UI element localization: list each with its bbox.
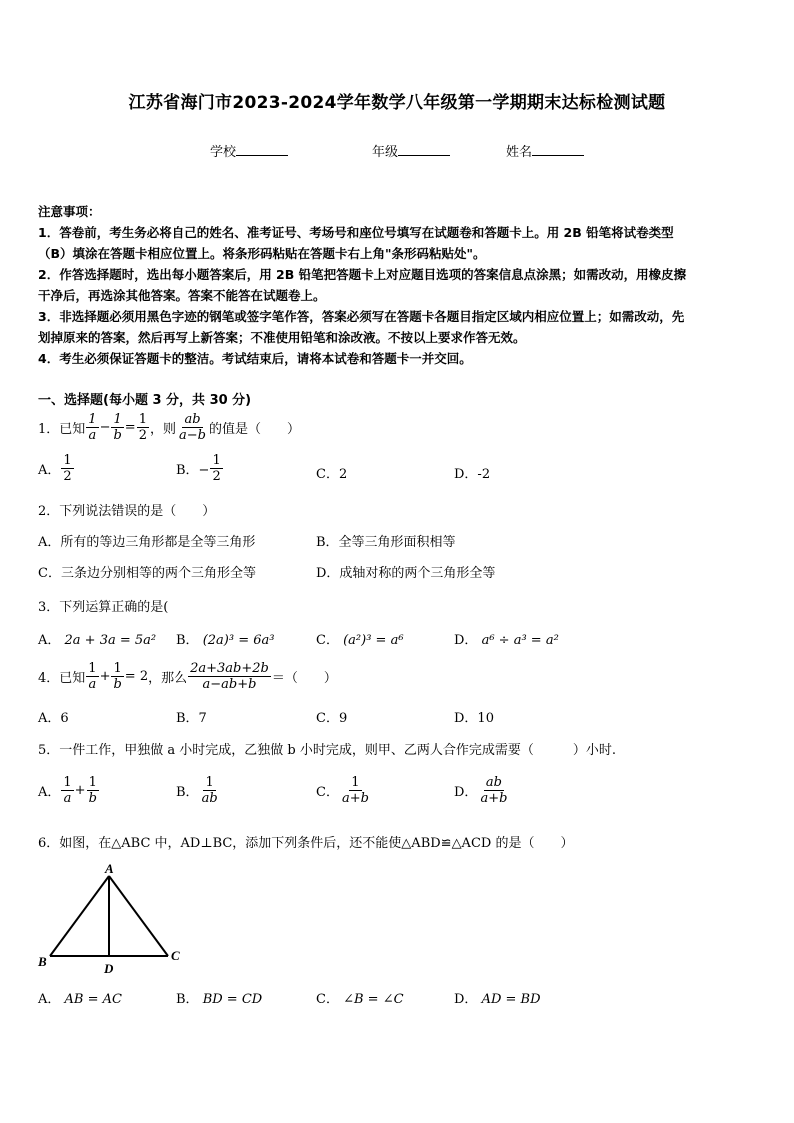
q5-option-d[interactable] [454, 775, 510, 806]
q2-option-b[interactable]: B．全等三角形面积相等 [316, 535, 456, 550]
label-a: A [105, 861, 114, 876]
q3-option-c[interactable] [316, 629, 404, 648]
q5-option-c[interactable] [316, 775, 372, 806]
option-label: C． [316, 633, 339, 648]
option-label: C． [316, 785, 339, 800]
school-field [210, 141, 288, 160]
q1-option-d[interactable]: D．-2 [454, 467, 491, 482]
fraction: $\frac{1}{a+b}$ [341, 775, 369, 806]
fraction: $\frac{1}{a}$ [88, 661, 97, 692]
option-label: B． [176, 633, 199, 648]
option-label: B． [176, 785, 199, 800]
label-b: B [38, 954, 47, 969]
name-field [506, 141, 584, 160]
fraction: $\frac{ab}{a-b}$ [179, 412, 206, 443]
name-blank [532, 143, 584, 156]
option-label: A． [38, 463, 61, 478]
math-expression: 2a + 3a = 5a² [64, 633, 157, 648]
q2-option-d[interactable]: D．成轴对称的两个三角形全等 [316, 566, 496, 581]
option-label: B． [176, 992, 199, 1007]
label-c: C [171, 948, 180, 963]
math-expression: BD = CD [202, 992, 263, 1007]
school-blank [236, 143, 288, 156]
q3-option-a[interactable] [38, 629, 156, 648]
fraction: $\frac{1}{b}$ [88, 775, 97, 806]
notice-heading: 注意事项： [38, 204, 101, 219]
question-3: 3．下列运算正确的是( [38, 600, 169, 615]
q6-option-a[interactable] [38, 988, 122, 1007]
q6-option-b[interactable] [176, 988, 262, 1007]
q4-mid: ，那么 [148, 671, 188, 686]
math-expression: (a²)³ = a⁶ [343, 633, 404, 648]
fraction: $\frac{1}{a}$ [88, 412, 97, 443]
q5-option-b[interactable] [176, 775, 221, 806]
notice-line: （B）填涂在答题卡相应位置上。将条形码粘贴在答题卡右上角"条形码粘贴处"。 [38, 246, 486, 261]
q3-option-b[interactable] [176, 629, 274, 648]
fraction: $\frac{1}{ab}$ [201, 775, 218, 806]
fraction: $\frac{1}{2}$ [138, 412, 147, 443]
school-label: 学校 [210, 145, 237, 160]
name-label: 姓名 [506, 145, 533, 160]
question-2: 2．下列说法错误的是（ ） [38, 504, 216, 519]
side-ab [50, 876, 109, 956]
q6-option-d[interactable] [454, 988, 541, 1007]
notice-line: 1．答卷前，考生务必将自己的姓名、准考证号、考场号和座位号填写在试题卷和答题卡上。用 2B 铅笔将试卷类型 [38, 225, 674, 240]
option-label: A． [38, 633, 61, 648]
q4-pre: 4．已知 [38, 671, 86, 686]
question-6: 6．如图，在△ABC 中，AD⊥BC，添加下列条件后，还不能使△ABD≌△ACD 的是（ ） [38, 836, 574, 851]
math-expression: a⁶ ÷ a³ = a² [481, 633, 559, 648]
q1-mid: ，则 [149, 422, 176, 437]
side-ac [109, 876, 168, 956]
option-label: D． [454, 633, 478, 648]
notice-line: 2．作答选择题时，选出每小题答案后，用 2B 铅笔把答题卡上对应题目选项的答案信息点涂黑；如需改动，用橡皮擦 [38, 267, 687, 282]
q3-option-d[interactable] [454, 629, 559, 648]
option-label: D． [454, 992, 478, 1007]
fraction: $\frac{1}{b}$ [113, 412, 122, 443]
q2-option-a[interactable]: A．所有的等边三角形都是全等三角形 [38, 535, 256, 550]
q1-pre: 1．已知 [38, 422, 86, 437]
q5-option-a[interactable]: A． $\frac{1}{a}$ + $\frac{1}{b}$ [38, 775, 97, 806]
fraction: $\frac{ab}{a+b}$ [480, 775, 508, 806]
option-label: D． [454, 785, 478, 800]
notice-line: 划掉原来的答案，然后再写上新答案；不准使用铅笔和涂改液。不按以上要求作答无效。 [38, 330, 526, 345]
question-5: 5．一件工作，甲独做 a 小时完成，乙独做 b 小时完成，则甲、乙两人合作完成需要（ ）小时. [38, 743, 617, 758]
math-expression: ∠B = ∠C [343, 992, 404, 1007]
q4-post: ＝（ ） [271, 671, 337, 686]
q1-option-c[interactable]: C．2 [316, 467, 348, 482]
fraction: $\frac{1}{b}$ [113, 661, 122, 692]
grade-label: 年级 [372, 145, 399, 160]
option-label: B．− [176, 463, 210, 478]
notice-line: 干净后，再选涂其他答案。答案不能答在试题卷上。 [38, 288, 326, 303]
q4-option-b[interactable]: B．7 [176, 711, 207, 726]
grade-field [372, 141, 450, 160]
fraction: $\frac{2a+3ab+2b}{a-ab+b}$ [190, 661, 269, 692]
page-title: 江苏省海门市2023-2024学年数学八年级第一学期期末达标检测试题 [128, 93, 666, 113]
q4-option-c[interactable]: C．9 [316, 711, 348, 726]
notice-line: 4．考生必须保证答题卡的整洁。考试结束后，请将本试卷和答题卡一并交回。 [38, 351, 472, 366]
fraction: $\frac{1}{2}$ [63, 453, 72, 484]
grade-blank [398, 143, 450, 156]
option-label: A． [38, 785, 61, 800]
fraction: $\frac{1}{2}$ [212, 453, 221, 484]
label-d: D [104, 961, 114, 976]
q4-option-d[interactable]: D．10 [454, 711, 494, 726]
triangle-figure [34, 860, 194, 978]
notice-line: 3．非选择题必须用黑色字迹的钢笔或签字笔作答，答案必须写在答题卡各题目指定区域内相应位置上；如需改动，先 [38, 309, 685, 324]
question-4: 4．已知 $\frac{1}{a}$ + $\frac{1}{b}$ = 2 ，那么 $\frac{2a+3ab+2b}{a-ab+b}$ ＝（ ） [38, 661, 337, 692]
q1-option-b[interactable] [176, 453, 224, 484]
option-label: C． [316, 992, 339, 1007]
math-expression: AD = BD [481, 992, 541, 1007]
section-heading: 一、选择题(每小题 3 分，共 30 分) [38, 393, 252, 408]
q1-option-a[interactable] [38, 453, 75, 484]
math-expression: AB = AC [64, 992, 122, 1007]
question-1: 1．已知 $\frac{1}{a}$ − $\frac{1}{b}$ = $\frac{1}{2}$ ，则 $\frac{ab}{a-b}$ 的值是（ ） [38, 412, 300, 443]
fraction: $\frac{1}{a}$ [63, 775, 72, 806]
q2-option-c[interactable]: C．三条边分别相等的两个三角形全等 [38, 566, 256, 581]
q6-option-c[interactable] [316, 988, 404, 1007]
q4-option-a[interactable]: A．6 [38, 711, 69, 726]
q1-post: 的值是（ ） [208, 422, 300, 437]
option-label: A． [38, 992, 61, 1007]
math-expression: (2a)³ = 6a³ [202, 633, 275, 648]
